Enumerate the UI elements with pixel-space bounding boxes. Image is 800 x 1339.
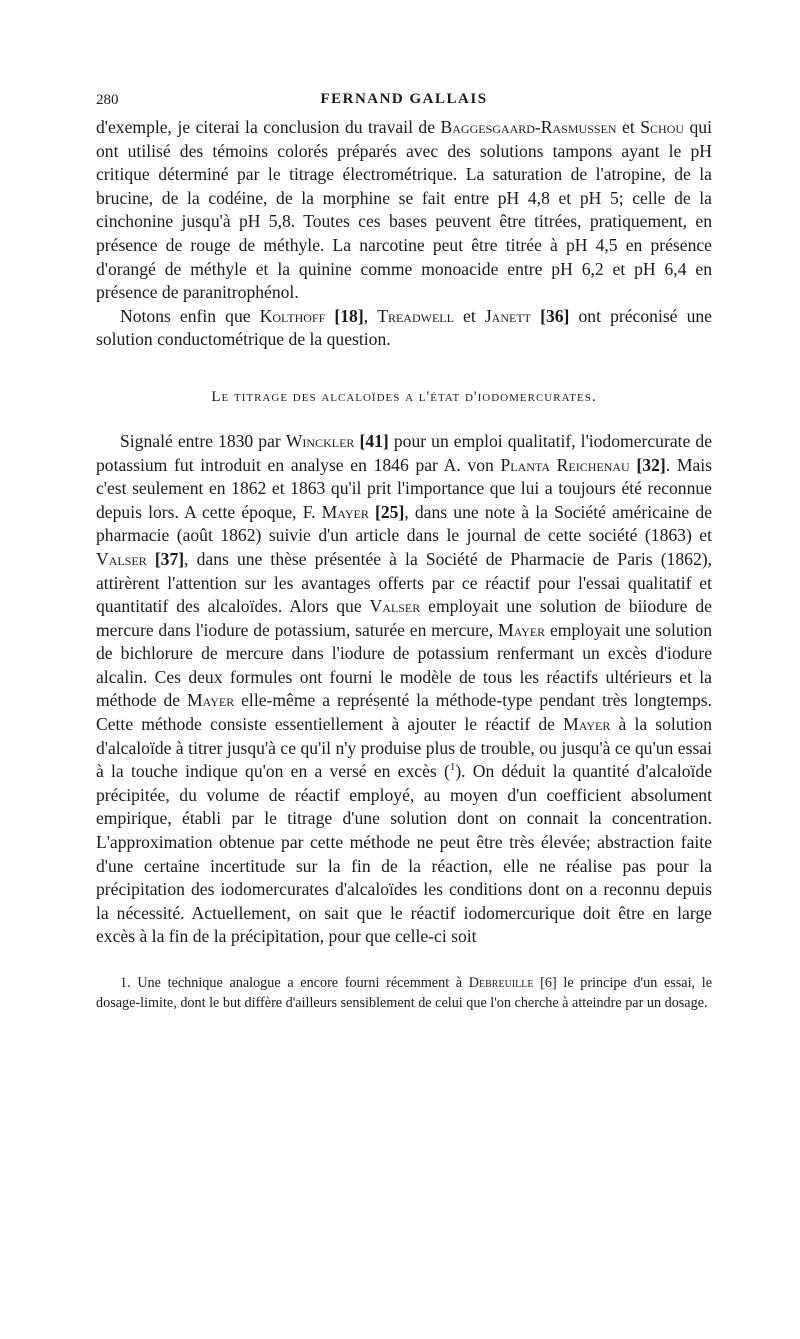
- footnote-marker: 1: [449, 761, 456, 774]
- text-run: pour un emploi qualitatif, l'iodomercurate de potassium fut introduit en analyse en 1846 par A. von: [96, 430, 712, 475]
- author-name: Debreuille: [468, 975, 534, 991]
- section-title: Le titrage des alcaloïdes a l'état d'iodomercurates.: [211, 388, 597, 405]
- author-name: Mayer: [187, 690, 235, 711]
- author-name: Winckler: [285, 430, 355, 451]
- text-run: à la solution d'alcaloïde à titrer jusqu'à ce qu'il n'y produise plus de trouble, ou jusqu'à ce qu'un essai à la touche indique qu'on en a versé en excès (: [96, 714, 712, 782]
- author-name: Baggesgaard-Rasmussen: [440, 117, 617, 137]
- author-name: Mayer: [321, 501, 369, 522]
- author-name: Schou: [640, 117, 685, 137]
- author-name: Planta Reichenau: [500, 454, 630, 475]
- paragraph-baggesgaard: [96, 116, 712, 305]
- text-run: Signalé entre 1830 par: [120, 430, 286, 451]
- paragraph-kolthoff: [96, 305, 712, 352]
- footnote: [96, 973, 712, 1013]
- citation-ref: [6]: [540, 975, 557, 991]
- citation-ref: [41]: [359, 430, 389, 451]
- author-name: Mayer: [497, 619, 546, 640]
- text-run: employait une solution de biiodure de mercure dans l'iodure de potassium, saturée en mercure,: [96, 596, 712, 640]
- author-name: Valser: [369, 596, 421, 617]
- text-run: et: [453, 305, 485, 326]
- text-run: ,: [363, 305, 378, 326]
- author-name: Valser: [96, 548, 147, 569]
- text-run: employait une solution de bichlorure de mercure dans l'iodure de potassium renfermant un excès d'iodure alcalin. Ces deux formules ont fourni le modèle de tous les réactifs ultérieurs et la méthode de: [96, 619, 713, 711]
- author-name: Mayer: [563, 714, 611, 735]
- running-head: FERNAND GALLAIS: [320, 91, 488, 107]
- citation-ref: [36]: [540, 305, 570, 326]
- author-name: Kolthoff: [259, 305, 326, 326]
- citation-ref: [37]: [154, 548, 185, 569]
- author-name: Treadwell: [377, 305, 454, 326]
- text-run: 1. Une technique analogue a encore fourni récemment à: [120, 975, 469, 991]
- author-name: Janett: [484, 305, 531, 326]
- page: [96, 88, 712, 1013]
- paragraph-iodomercurate: [96, 430, 712, 949]
- text-run: Notons enfin que: [120, 305, 260, 326]
- citation-ref: [18]: [334, 305, 364, 326]
- text-run: , dans une thèse présentée à la Société de Pharmacie de Paris (1862), attirèrent l'attention sur les avantages offerts par ce réactif pour l'essai qualitatif et quantitatif des alcaloïdes. Alors que: [96, 548, 712, 617]
- text-run: . Mais c'est seulement en 1862 et 1863 qu'il prit l'importance que lui a toujours été reconnue depuis lors. A cette époque, F.: [96, 454, 713, 522]
- text-run: et: [616, 117, 641, 137]
- text-run: elle-même a représenté la méthode-type pendant très longtemps. Cette méthode consiste essentiellement à ajouter le réactif de: [96, 690, 713, 735]
- text-run: ont préconisé une solution conductométrique de la question.: [96, 305, 712, 350]
- citation-ref: [25]: [375, 501, 405, 522]
- page-number: 280: [96, 92, 119, 108]
- text-run: ). On déduit la quantité d'alcaloïde précipitée, du volume de réactif employé, au moyen d'un coefficient absolument empirique, établi par le titrage d'une solution dont on connait la concentration. L'approximation obtenue par cette méthode ne peut être très élevée; abstraction faite d'une certaine incertitude sur la fin de la réaction, elle ne réalise pas pour la précipitation des iodomercurates d'alcaloïdes les conditions dont on a reconnu depuis la nécessité. Actuellement, on sait que le réactif iodomercurique doit être en large excès à la fin de la précipitation, pour que celle-ci soit: [96, 761, 713, 947]
- text-run: le principe d'un essai, le dosage-limite, dont le but diffère d'ailleurs sensiblement de celui que l'on cherche à atteindre par un dosage.: [96, 975, 712, 1011]
- text-run: d'exemple, je citerai la conclusion du travail de: [96, 117, 441, 137]
- page-header: [96, 88, 712, 112]
- text-run: , dans une note à la Société américaine de pharmacie (août 1862) suivie d'un article dans le journal de cette société (1863) et: [96, 501, 712, 546]
- citation-ref: [32]: [636, 454, 666, 475]
- text-run: qui ont utilisé des témoins colorés préparés avec des solutions tampons ayant le pH critique déterminé par le titrage électrométrique. La saturation de l'atropine, de la brucine, de la codéine, de la morphine se fait entre pH 4,8 et pH 5; celle de la cinchonine jusqu'à pH 5,8. Toutes ces bases peuvent être titrées, pratiquement, en présence de rouge de méthyle. La narcotine peut être titrée à pH 4,5 en présence d'orangé de méthyle et la quinine comme monoacide entre pH 6,2 et pH 6,4 en présence de paranitrophénol.: [96, 117, 712, 303]
